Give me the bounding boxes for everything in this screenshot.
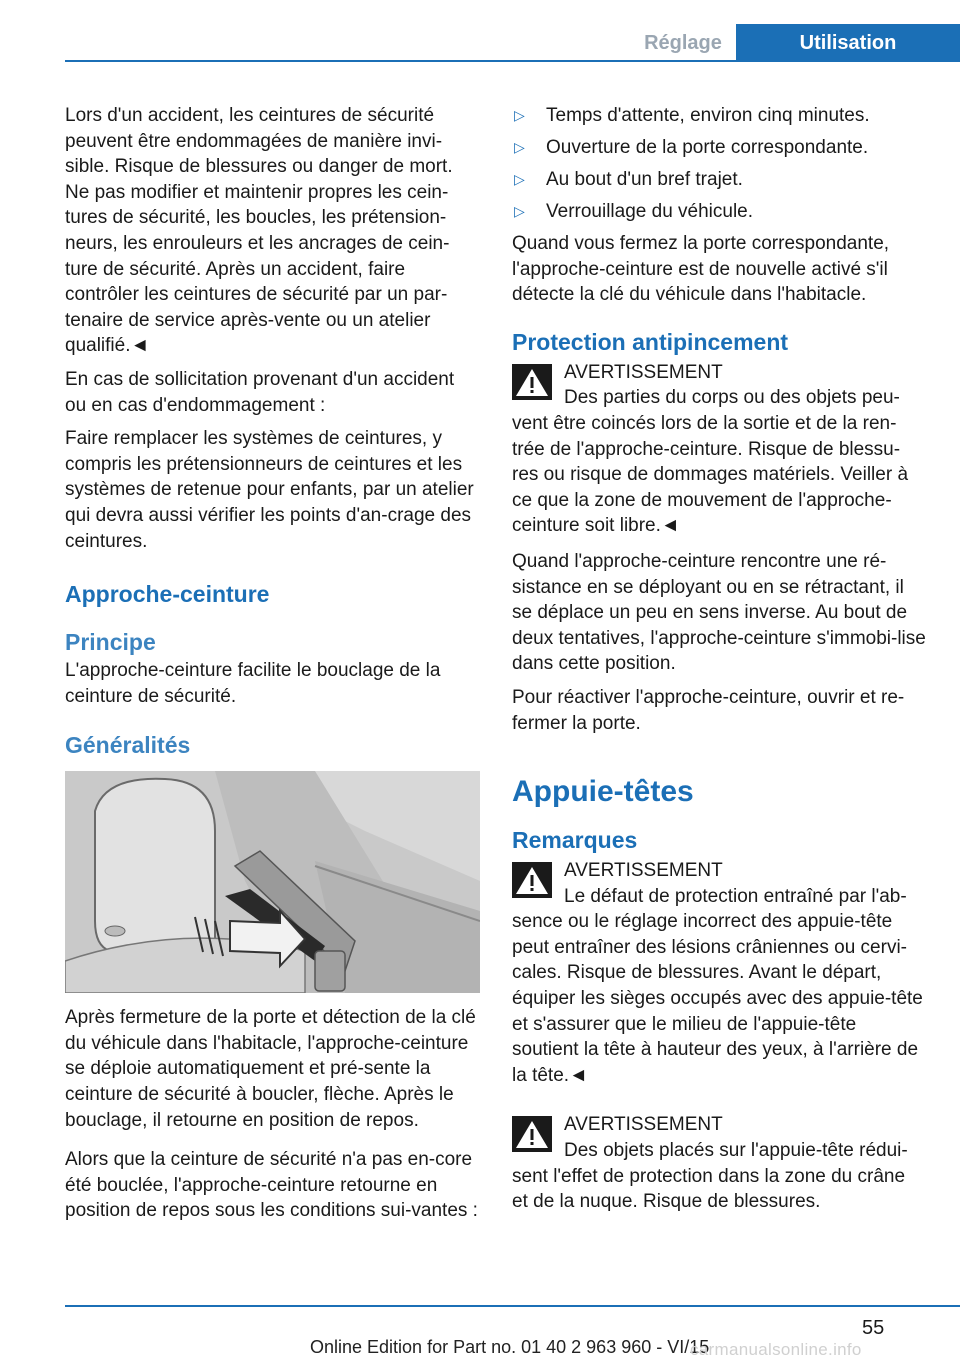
warning-text: sent l'effet de protection dans la zone du crâne et de la nuque. Risque de blessures. xyxy=(512,1165,906,1213)
paragraph-alors-que: Alors que la ceinture de sécurité n'a pas en-core été bouclée, l'approche-ceinture retourne en position de repos sous les conditions sui-vantes : xyxy=(65,1149,478,1222)
warning-triangle-icon xyxy=(512,862,552,898)
warning-triangle-icon xyxy=(512,364,552,400)
list-item: ▷ Temps d'attente, environ cinq minutes. xyxy=(512,103,926,135)
triangle-bullet-icon: ▷ xyxy=(514,107,525,123)
warning-block-3 xyxy=(512,1112,926,1214)
heading-generalites: Généralités xyxy=(65,732,191,759)
warning-text-first-line: Des objets placés sur l'appuie-tête rédui- xyxy=(564,1140,908,1162)
paragraph-quand-vous-fermez: Quand vous fermez la porte correspondante, l'approche-ceinture est de nouvelle activé s'il détecte la clé du véhicule dans l'habitacle. xyxy=(512,233,890,306)
warning-text-first-line: Des parties du corps ou des objets peu- xyxy=(564,387,900,409)
left-column xyxy=(65,103,480,1232)
warning-text: vent être coincés lors de la sortie et de la ren-trée de l'approche-ceinture. Risque de blessu-res ou risque de dommages matériels. Veiller à ce que la zone de mouvement de l'approche-ceinture soit libre.◄ xyxy=(512,412,909,537)
right-column xyxy=(512,103,926,1215)
header-rule xyxy=(65,60,960,62)
heading-principe: Principe xyxy=(65,629,156,656)
tab-utilisation[interactable]: Utilisation xyxy=(736,24,960,62)
paragraph-accident-warning: Lors d'un accident, les ceintures de sécurité peuvent être endommagées de manière invi-sible. Risque de blessures ou danger de mort. Ne pas modifier et maintenir propres les cein-tures de sécurité, les boucles, les prétension-neurs, les enrouleurs et les ancrages de cein-ture de sécurité. Après un accident, faire contrôler les ceintures de sécurité par un par-tenaire de service après-vente ou un atelier qualifié.◄ xyxy=(65,105,453,357)
warning-text: sence ou le réglage incorrect des appuie-tête peut entraîner des lésions crâniennes ou cervi-cales. Risque de blessures. Avant le départ, équiper les sièges occupés avec des appuie-tête et s'assurer que le milieu de l'appuie-tête soutient la tête à hauteur des yeux, à l'arrière de la tête.◄ xyxy=(512,911,923,1086)
paragraph-remplacer: Faire remplacer les systèmes de ceintures, y compris les prétensionneurs de ceintures et les systèmes de retenue pour enfants, par un atelier qui devra aussi vérifier les points d'an-crage des ceintures. xyxy=(65,428,474,552)
footer-rule xyxy=(65,1305,960,1307)
heading-approche-ceinture: Approche-ceinture xyxy=(65,581,270,608)
list-item: ▷ Verrouillage du véhicule. xyxy=(512,199,926,231)
warning-text-first-line: Le défaut de protection entraîné par l'ab- xyxy=(564,885,907,907)
paragraph-resistance: Quand l'approche-ceinture rencontre une ré-sistance en se déployant ou en se rétractant, il se déplace un peu en sens inverse. Au bout de deux tentatives, l'approche-ceinture s'immobi-lise dans cette position. xyxy=(512,550,926,675)
warning-block-1 xyxy=(512,360,926,539)
paragraph-principe: L'approche-ceinture facilite le bouclage de la ceinture de sécurité. xyxy=(65,660,441,707)
heading-appuie-tetes: Appuie-têtes xyxy=(512,775,694,809)
warning-title: AVERTISSEMENT xyxy=(564,860,723,882)
paragraph-sollicitation: En cas de sollicitation provenant d'un accident ou en cas d'endommagement : xyxy=(65,368,455,416)
heading-protection-antipincement: Protection antipincement xyxy=(512,328,789,355)
warning-title: AVERTISSEMENT xyxy=(564,361,723,383)
warning-title: AVERTISSEMENT xyxy=(564,1114,723,1136)
heading-remarques: Remarques xyxy=(512,827,638,854)
paragraph-reactiver: Pour réactiver l'approche-ceinture, ouvrir et re-fermer la porte. xyxy=(512,686,905,734)
edition-line: Online Edition for Part no. 01 40 2 963 960 - VI/15 xyxy=(310,1337,710,1357)
seatbelt-presenter-illustration xyxy=(65,771,480,993)
tab-reglage[interactable]: Réglage xyxy=(630,24,736,62)
triangle-bullet-icon: ▷ xyxy=(514,171,525,187)
list-item: ▷ Ouverture de la porte correspondante. xyxy=(512,135,926,167)
paragraph-apres-fermeture: Après fermeture de la porte et détection de la clé du véhicule dans l'habitacle, l'approche-ceinture se déploie automatiquement et pré-sente la ceinture de sécurité à boucler, flèche. Après le bouclage, il retourne en position de repos. xyxy=(65,1007,476,1131)
triangle-bullet-icon: ▷ xyxy=(514,203,525,219)
conditions-list xyxy=(512,103,926,231)
page-number: 55 xyxy=(862,1317,885,1339)
seatbelt-illustration-svg xyxy=(65,771,480,993)
warning-block-2 xyxy=(512,858,926,1088)
triangle-bullet-icon: ▷ xyxy=(514,139,525,155)
warning-triangle-icon xyxy=(512,1116,552,1152)
watermark: carmanualsonline.info xyxy=(690,1340,862,1359)
list-item: ▷ Au bout d'un bref trajet. xyxy=(512,167,926,199)
